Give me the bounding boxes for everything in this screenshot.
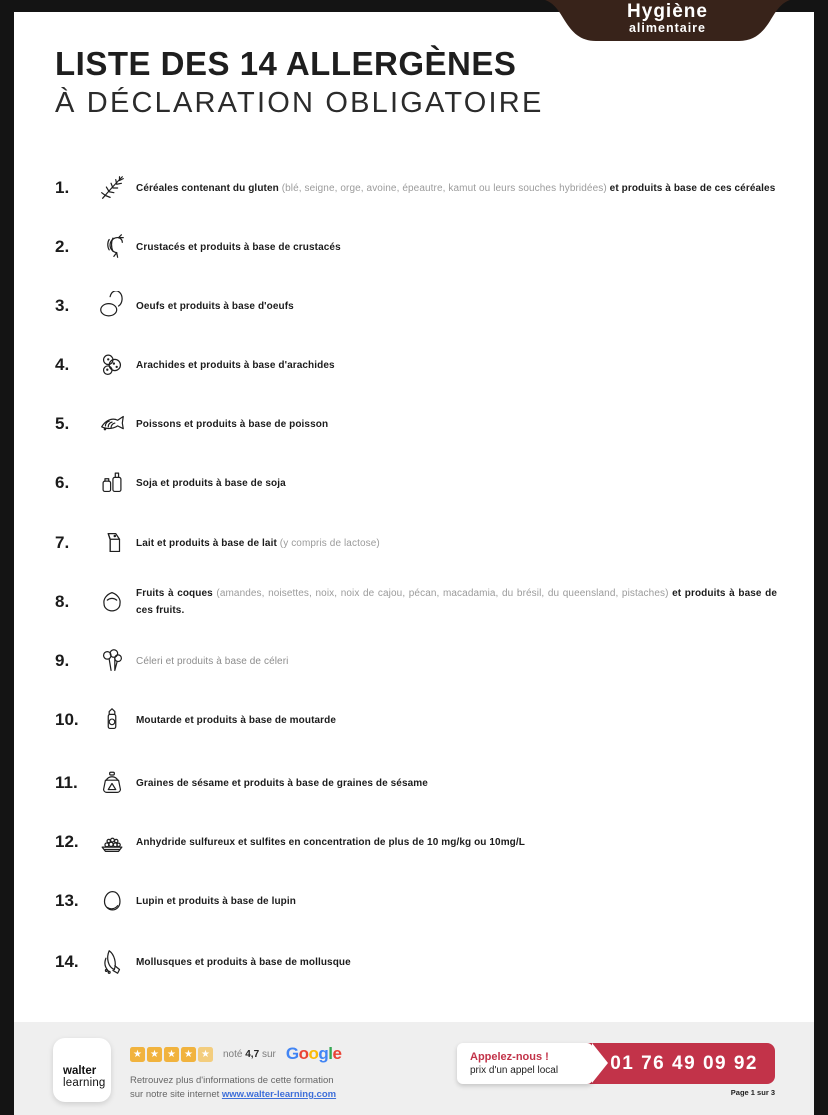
allergen-row bbox=[55, 703, 777, 737]
peanuts-icon bbox=[95, 348, 129, 382]
allergen-number: 4. bbox=[55, 355, 70, 374]
allergen-number: 6. bbox=[55, 473, 70, 492]
allergen-row bbox=[55, 230, 777, 264]
footer bbox=[14, 1022, 814, 1115]
star-icon: ★ bbox=[130, 1047, 145, 1062]
walter-learning-logo bbox=[53, 1038, 111, 1102]
nut-icon bbox=[95, 585, 129, 619]
allergen-text: Poissons et produits à base de poisson bbox=[136, 418, 329, 430]
allergen-row bbox=[55, 644, 777, 678]
allergen-row bbox=[55, 766, 777, 800]
eggs-icon bbox=[95, 289, 129, 323]
sesame-icon bbox=[95, 766, 129, 800]
allergen-number: 5. bbox=[55, 414, 70, 433]
allergen-row bbox=[55, 585, 777, 619]
allergen-text: Oeufs et produits à base d'oeufs bbox=[136, 300, 294, 312]
page-title-line2: À DÉCLARATION OBLIGATOIRE bbox=[55, 87, 544, 119]
badge-line1: Hygiène bbox=[627, 1, 708, 22]
allergen-row bbox=[55, 884, 777, 918]
phone-number: 01 76 49 09 92 bbox=[610, 1052, 758, 1074]
allergen-row bbox=[55, 348, 777, 382]
fish-icon bbox=[95, 407, 129, 441]
milk-icon bbox=[95, 526, 129, 560]
allergen-row bbox=[55, 945, 777, 979]
star-icon: ★ bbox=[147, 1047, 162, 1062]
allergen-number: 2. bbox=[55, 237, 70, 256]
sulfites-icon bbox=[95, 825, 129, 859]
footer-info-line1: Retrouvez plus d'informations de cette formation bbox=[130, 1075, 334, 1086]
allergen-text: Arachides et produits à base d'arachides bbox=[136, 359, 335, 371]
star-icon: ★ bbox=[164, 1047, 179, 1062]
logo-line2: learning bbox=[63, 1077, 106, 1089]
call-us-label-box bbox=[457, 1043, 593, 1084]
allergen-number: 11. bbox=[55, 773, 78, 792]
document-page bbox=[14, 12, 814, 1115]
celery-icon bbox=[95, 644, 129, 678]
allergen-text: Graines de sésame et produits à base de graines de sésame bbox=[136, 777, 428, 789]
hygiene-alimentaire-badge bbox=[545, 0, 790, 44]
allergen-text: Moutarde et produits à base de moutarde bbox=[136, 714, 337, 726]
google-rating bbox=[130, 1046, 341, 1062]
allergen-number: 14. bbox=[55, 952, 79, 971]
allergen-row bbox=[55, 407, 777, 441]
allergen-row bbox=[55, 466, 777, 500]
badge-line2: alimentaire bbox=[628, 21, 706, 35]
shrimp-icon bbox=[95, 230, 129, 264]
allergen-number: 3. bbox=[55, 296, 70, 315]
star-partial-icon: ★ bbox=[198, 1047, 213, 1062]
allergen-text: Crustacés et produits à base de crustacés bbox=[136, 241, 341, 253]
google-logo: Google bbox=[285, 1044, 342, 1063]
allergen-text: Soja et produits à base de soja bbox=[136, 477, 286, 489]
allergen-number: 10. bbox=[55, 710, 79, 729]
rating-label: noté 4,7 sur bbox=[223, 1048, 276, 1060]
allergen-row bbox=[55, 825, 777, 859]
call-us-text: Appelez-nous ! bbox=[470, 1051, 549, 1063]
allergen-text: Mollusques et produits à base de mollusque bbox=[136, 956, 351, 968]
allergen-text: Céréales contenant du gluten (blé, seigne, orge, avoine, épeautre, kamut ou leurs souches hybridées) et produits à base de ces céréales bbox=[136, 182, 776, 194]
footer-info-line2: sur notre site internet www.walter-learning.com bbox=[130, 1089, 337, 1100]
allergen-text: Anhydride sulfureux et sulfites en concentration de plus de 10 mg/kg ou 10mg/L bbox=[136, 836, 525, 848]
page-title-line1: LISTE DES 14 ALLERGÈNES bbox=[55, 45, 517, 82]
allergen-number: 8. bbox=[55, 592, 70, 611]
soy-icon bbox=[95, 466, 129, 500]
allergen-text: Lupin et produits à base de lupin bbox=[136, 895, 296, 907]
rating-score: 4,7 bbox=[245, 1048, 260, 1060]
allergen-number: 13. bbox=[55, 891, 79, 910]
allergen-text: Céleri et produits à base de céleri bbox=[136, 655, 289, 667]
allergen-text: Lait et produits à base de lait (y compris de lactose) bbox=[136, 537, 380, 549]
page-title bbox=[55, 44, 544, 122]
allergen-row bbox=[55, 526, 777, 560]
allergen-row bbox=[55, 289, 777, 323]
footer-info-text bbox=[130, 1074, 336, 1102]
star-rating-icons bbox=[130, 1047, 215, 1062]
allergen-number: 12. bbox=[55, 832, 79, 851]
lupin-icon bbox=[95, 884, 129, 918]
allergen-number: 1. bbox=[55, 178, 70, 197]
mustard-icon bbox=[95, 703, 129, 737]
allergen-number: 9. bbox=[55, 651, 70, 670]
wheat-icon bbox=[95, 171, 129, 205]
allergen-number: 7. bbox=[55, 533, 70, 552]
website-link[interactable]: www.walter-learning.com bbox=[221, 1089, 337, 1100]
logo-line1: walter bbox=[63, 1065, 97, 1077]
allergen-text: Fruits à coques (amandes, noisettes, noix, noix de cajou, pécan, macadamia, du brésil, du queensland, pistaches) et produits à base de ces fruits. bbox=[136, 588, 778, 616]
call-price-text: prix d'un appel local bbox=[470, 1065, 559, 1076]
mollusk-icon bbox=[95, 945, 129, 979]
page-indicator: Page 1 sur 3 bbox=[730, 1088, 775, 1097]
allergen-row bbox=[55, 171, 777, 205]
star-icon: ★ bbox=[181, 1047, 196, 1062]
